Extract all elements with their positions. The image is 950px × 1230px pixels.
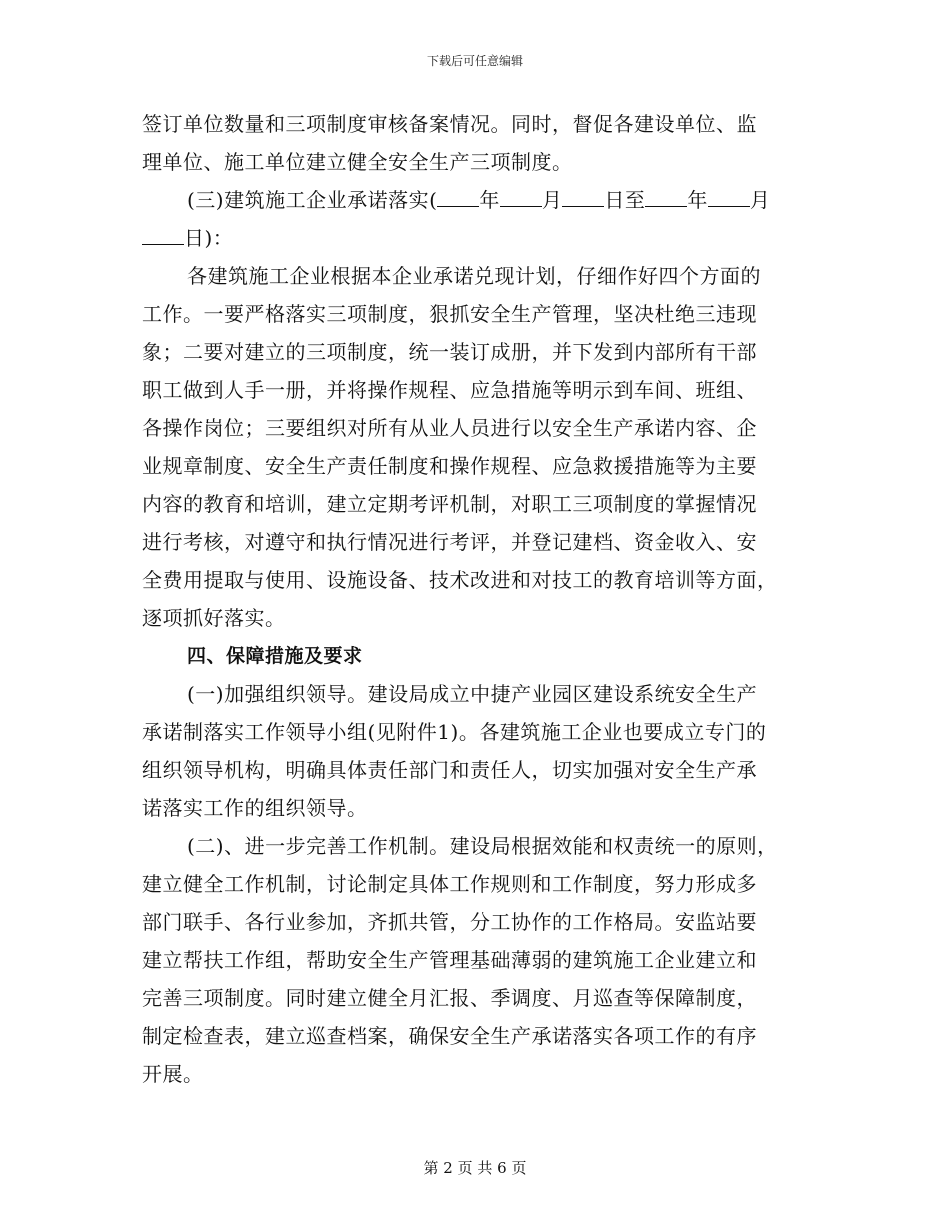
document-body: [142, 105, 810, 1093]
text-line: 内容的教育和培训，建立定期考评机制，对职工三项制度的掌握情况: [142, 492, 757, 516]
day-label: 日)：: [184, 226, 234, 250]
year-label: 年: [479, 188, 500, 212]
page-number: 第 2 页 共 6 页: [423, 1159, 527, 1177]
blank-field: [645, 184, 687, 207]
text-line: 全费用提取与使用、设施设备、技术改进和对技工的教育培训等方面，: [142, 568, 778, 592]
text-line: 建立帮扶工作组，帮助安全生产管理基础薄弱的建筑施工企业建立和: [142, 948, 757, 972]
month-label: 月: [541, 188, 563, 212]
text-line: 象；二要对建立的三项制度，统一装订成册，并下发到内部所有干部: [142, 340, 757, 364]
text-line: 职工做到人手一册，并将操作规程、应急措施等明示到车间、班组、: [142, 378, 757, 402]
blank-field: [500, 184, 542, 207]
blank-field: [142, 222, 184, 245]
section-3-prefix: (三)建筑施工企业承诺落实(: [187, 188, 438, 212]
section-heading: 四、保障措施及要求: [187, 645, 363, 667]
blank-field: [437, 184, 479, 207]
blank-field: [562, 184, 604, 207]
text-line: (一)加强组织领导。建设局成立中捷产业园区建设系统安全生产: [187, 682, 758, 706]
text-line: 制定检查表，建立巡查档案，确保安全生产承诺落实各项工作的有序: [142, 1024, 757, 1048]
text-line: 逐项抓好落实。: [142, 606, 286, 630]
text-line: 诺落实工作的组织领导。: [142, 796, 368, 820]
day-label: 日至: [604, 188, 646, 212]
text-line: 各建筑施工企业根据本企业承诺兑现计划，仔细作好四个方面的: [187, 264, 761, 288]
text-line: 部门联手、各行业参加，齐抓共管，分工协作的工作格局。安监站要: [142, 910, 757, 934]
text-line: 进行考核，对遵守和执行情况进行考评，并登记建档、资金收入、安: [142, 530, 757, 554]
text-line: 业规章制度、安全生产责任制度和操作规程、应急救援措施等为主要: [142, 454, 757, 478]
page-header: 下载后可任意编辑: [426, 54, 523, 68]
month-label: 月: [749, 188, 771, 212]
text-line: 签订单位数量和三项制度审核备案情况。同时，督促各建设单位、监: [142, 112, 757, 136]
section-3-title: [142, 181, 810, 219]
year-label: 年: [687, 188, 708, 212]
text-line: 建立健全工作机制，讨论制定具体工作规则和工作制度，努力形成多: [142, 872, 757, 896]
blank-field: [708, 184, 750, 207]
text-line: 承诺制落实工作领导小组(见附件1)。各建筑施工企业也要成立专门的: [142, 720, 767, 744]
text-line: 完善三项制度。同时建立健全月汇报、季调度、月巡查等保障制度，: [142, 986, 757, 1010]
text-line: 工作。一要严格落实三项制度，狠抓安全生产管理，坚决杜绝三违现: [142, 302, 757, 326]
section-3-title-cont: [142, 219, 810, 257]
text-line: 理单位、施工单位建立健全安全生产三项制度。: [142, 150, 573, 174]
text-line: 各操作岗位；三要组织对所有从业人员进行以安全生产承诺内容、企: [142, 416, 757, 440]
text-line: 开展。: [142, 1062, 204, 1086]
text-line: 组织领导机构，明确具体责任部门和责任人，切实加强对安全生产承: [142, 758, 757, 782]
text-line: (二)、进一步完善工作机制。建设局根据效能和权责统一的原则，: [187, 834, 778, 858]
